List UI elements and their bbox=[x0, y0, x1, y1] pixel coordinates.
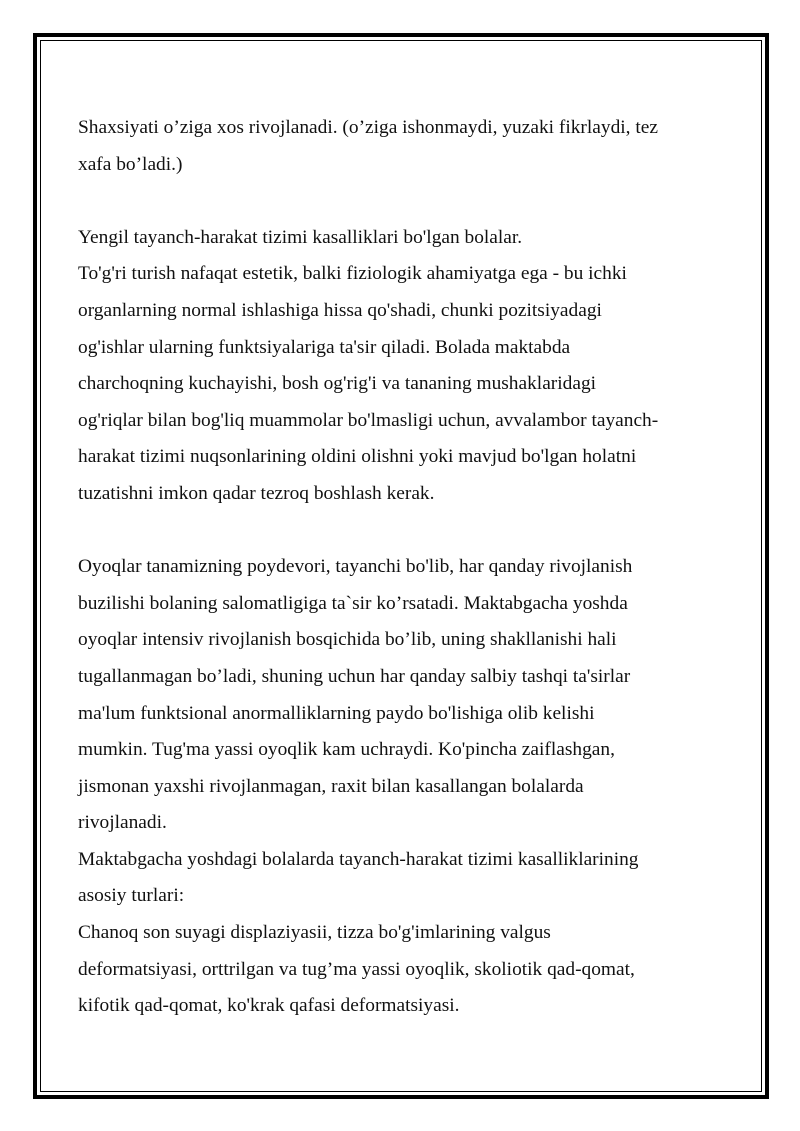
text-line: rivojlanadi. bbox=[78, 812, 167, 834]
text-line: Chanoq son suyagi displaziyasii, tizza bo'g'imlarining valgus bbox=[78, 922, 551, 944]
text-line: tuzatishni imkon qadar tezroq boshlash kerak. bbox=[78, 482, 435, 504]
paragraph-2 bbox=[78, 220, 728, 513]
paragraph-1 bbox=[78, 110, 728, 183]
text-line: Yengil tayanch-harakat tizimi kasalliklari bo'lgan bolalar. bbox=[78, 226, 523, 248]
text-line: deformatsiyasi, orttrilgan va tug’ma yassi oyoqlik, skoliotik qad-qomat, bbox=[78, 958, 635, 980]
text-line: buzilishi bolaning salomatligiga ta`sir ko’rsatadi. Maktabgacha yoshda bbox=[78, 592, 628, 614]
text-line: oyoqlar intensiv rivojlanish bosqichida bo’lib, uning shakllanishi hali bbox=[78, 629, 617, 651]
paragraph-gap bbox=[78, 183, 728, 220]
text-line: To'g'ri turish nafaqat estetik, balki fiziologik ahamiyatga ega - bu ichki bbox=[78, 263, 627, 285]
paragraph-3 bbox=[78, 549, 728, 1025]
text-line: xafa bo’ladi.) bbox=[78, 153, 183, 175]
text-line: og'ishlar ularning funktsiyalariga ta'sir qiladi. Bolada maktabda bbox=[78, 336, 571, 358]
text-line: Maktabgacha yoshdagi bolalarda tayanch-harakat tizimi kasalliklarining bbox=[78, 848, 639, 870]
text-line: mumkin. Tug'ma yassi oyoqlik kam uchraydi. Ko'pincha zaiflashgan, bbox=[78, 739, 615, 761]
text-line: Oyoqlar tanamizning poydevori, tayanchi bo'lib, har qanday rivojlanish bbox=[78, 556, 633, 578]
paragraph-gap bbox=[78, 513, 728, 550]
document-body bbox=[78, 110, 728, 1025]
text-line: kifotik qad-qomat, ko'krak qafasi deformatsiyasi. bbox=[78, 995, 460, 1017]
text-line: charchoqning kuchayishi, bosh og'rig'i va tananing mushaklaridagi bbox=[78, 373, 597, 395]
text-line: Shaxsiyati o’ziga xos rivojlanadi. (o’ziga ishonmaydi, yuzaki fikrlaydi, tez bbox=[78, 117, 658, 138]
text-line: harakat tizimi nuqsonlarining oldini olishni yoki mavjud bo'lgan holatni bbox=[78, 446, 637, 468]
text-line: og'riqlar bilan bog'liq muammolar bo'lmasligi uchun, avvalambor tayanch- bbox=[78, 409, 659, 431]
text-line: tugallanmagan bo’ladi, shuning uchun har qanday salbiy tashqi ta'sirlar bbox=[78, 665, 631, 687]
text-line: organlarning normal ishlashiga hissa qo'shadi, chunki pozitsiyadagi bbox=[78, 299, 602, 321]
text-line: ma'lum funktsional anormalliklarning paydo bo'lishiga olib kelishi bbox=[78, 702, 595, 724]
text-line: jismonan yaxshi rivojlanmagan, raxit bilan kasallangan bolalarda bbox=[78, 775, 584, 797]
text-line: asosiy turlari: bbox=[78, 885, 185, 907]
